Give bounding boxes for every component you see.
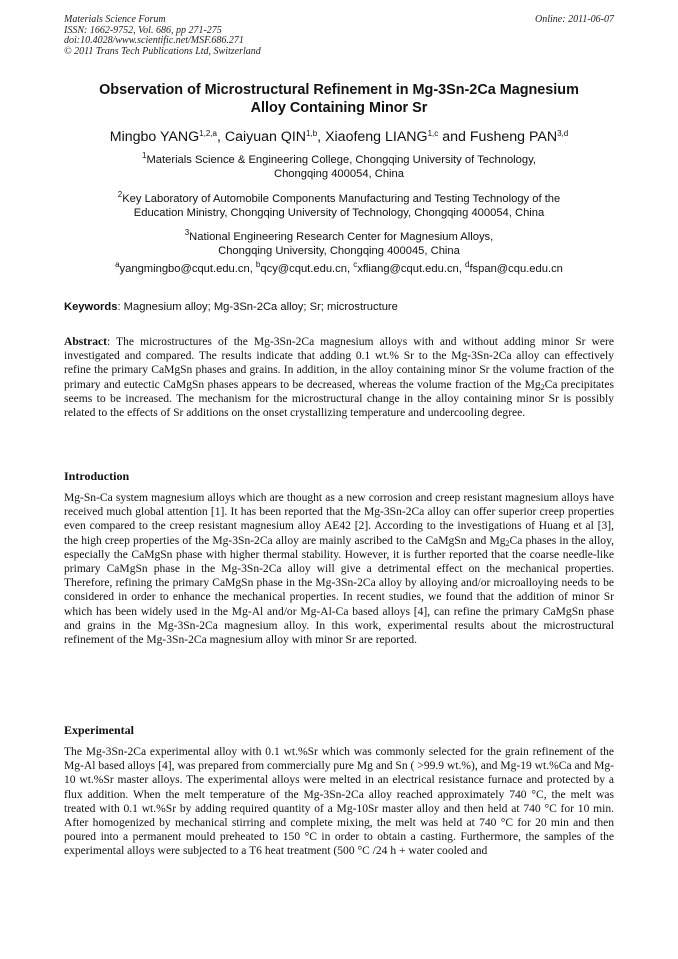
section-heading-introduction: Introduction	[64, 469, 130, 483]
journal-doi: doi:10.4028/www.scientific.net/MSF.686.271	[64, 35, 244, 46]
journal-issn: ISSN: 1662-9752, Vol. 686, pp 271-275	[64, 24, 222, 36]
email[interactable]: $^d$fspan@cqu.edu.cn	[464, 260, 563, 275]
abstract	[64, 335, 614, 420]
online-date: Online: 2011-06-07	[535, 14, 614, 25]
email[interactable]: $^b$qcy@cqut.edu.cn	[255, 260, 347, 275]
section-heading-experimental: Experimental	[64, 723, 134, 737]
journal-copyright: © 2011 Trans Tech Publications Ltd, Switzerland	[64, 45, 261, 57]
experimental-text: The Mg-3Sn-2Ca experimental alloy with 0.1 wt.%Sr which was commonly selected for the grain refinement of the Mg-Al based alloys [4], was prepared from commercially pure Mg and Sn ( >99.9 wt.%), and Mg-19 wt.%Ca and Mg-10 wt.%Sr master alloys. The experimental alloys were melted in an electrical resistance furnace and protected by a flux addition. When the melt temperature of the Mg-3Sn-2Ca alloy reached approximately 740 °C, the melt was treated with 0.1 wt.%Sr by adding required quantity of a Mg-10Sr master alloy and then held at 740 °C for 10 min. After homogenized by mechanical stirring and complete mixing, the melt was held at 740 °C for 20 min and then poured into a permanent mould preheated to 150 °C in order to obtain a casting. Furthermore, the samples of the experimental alloys were subjected to a T6 heat treatment (500 °C /24 h + water cooled and	[64, 746, 614, 858]
paper-title	[60, 82, 618, 117]
author: Fusheng PAN$^{3,d}$	[469, 129, 569, 145]
abstract-text: : The microstructures of the Mg-3Sn-2Ca magnesium alloys with and without adding minor Sr were investigated and compared. The results indicate that adding 0.1 wt.% Sr to the Mg-3Sn-2Ca alloy can effectively refine the primary CaMgSn phases and grains. In addition, in the alloy containing minor Sr the volume fraction of the primary and eutectic CaMgSn phases appears to be decreased, whereas the volume fraction of the $Mg_2Ca$ precipitates seems to be increased. The mechanism for the microstructural change in the alloy containing minor Sr is possibly related to the effects of Sr additions on the onset crystallizing temperature and undercooling degree.	[64, 336, 614, 420]
affiliation-2: $^2$Key Laboratory of Automobile Components Manufacturing and Testing Technology of the Education Ministry, Chongqing University of Technology, Chongqing 400054, China	[117, 190, 561, 219]
title-line: Alloy Containing Minor Sr	[250, 99, 428, 116]
author: Xiaofeng LIANG$^{1,c}$ and	[325, 129, 470, 145]
email[interactable]: $^c$xfliang@cqut.edu.cn	[353, 260, 459, 275]
author: Mingbo YANG$^{1,2,a}$,	[109, 129, 225, 145]
email[interactable]: $^a$yangmingbo@cqut.edu.cn	[115, 260, 250, 275]
affiliation-1: $^1$Materials Science & Engineering College, Chongqing University of Technology, Chongqing 400054, China	[142, 151, 536, 180]
author: Caiyuan QIN$^{1,b}$,	[224, 129, 326, 145]
introduction-text: Mg-Sn-Ca system magnesium alloys which are thought as a new corrosion and creep resistant magnesium alloys have received much global attention [1]. It has been reported that the Mg-3Sn-2Ca alloy can offer superior creep properties even compared to the creep resistant magnesium alloy AE42 [2]. According to the investigations of Huang et al [3], the high creep properties of the Mg-3Sn-2Ca alloy are mainly ascribed to the CaMgSn and $Mg_2Ca$ phases in the alloy, especially the CaMgSn phase with higher thermal stability. However, it is further reported that the coarse needle-like primary CaMgSn phase in the Mg-3Sn-2Ca alloy will give a detrimental effect on the mechanical properties. Therefore, refining the primary CaMgSn phase in the Mg-3Sn-2Ca alloy by alloying and/or microalloying needs to be considered in order to enhance the mechanical properties. In recent studies, we found that the addition of minor Sr which has been widely used in the Mg-Al and/or Mg-Al-Ca based alloys [4], can refine the primary CaMgSn phase and grains in the Mg-3Sn-2Ca magnesium alloy. In this work, experimental results about the microstructural refinement of the Mg-3Sn-2Ca magnesium alloy with minor Sr are reported.	[64, 492, 614, 647]
journal-info	[64, 15, 261, 57]
email-list: $^a$yangmingbo@cqut.edu.cn, $^b$qcy@cqut.edu.cn, $^c$xfliang@cqut.edu.cn, $^d$fspan@cqu.edu.cn	[115, 260, 563, 275]
keywords-text: : Magnesium alloy; Mg-3Sn-2Ca alloy; Sr; microstructure	[117, 301, 398, 313]
author-list	[40, 128, 638, 146]
journal-name: Materials Science Forum	[64, 14, 166, 25]
affiliation-3: $^3$National Engineering Research Center for Magnesium Alloys, Chongqing University, Chongqing 400045, China	[184, 228, 494, 257]
keywords-label: Keywords	[64, 301, 118, 313]
abstract-label: Abstract	[64, 336, 107, 348]
keywords	[64, 300, 616, 314]
title-line: Observation of Microstructural Refinement in Mg-3Sn-2Ca Magnesium	[99, 82, 579, 98]
